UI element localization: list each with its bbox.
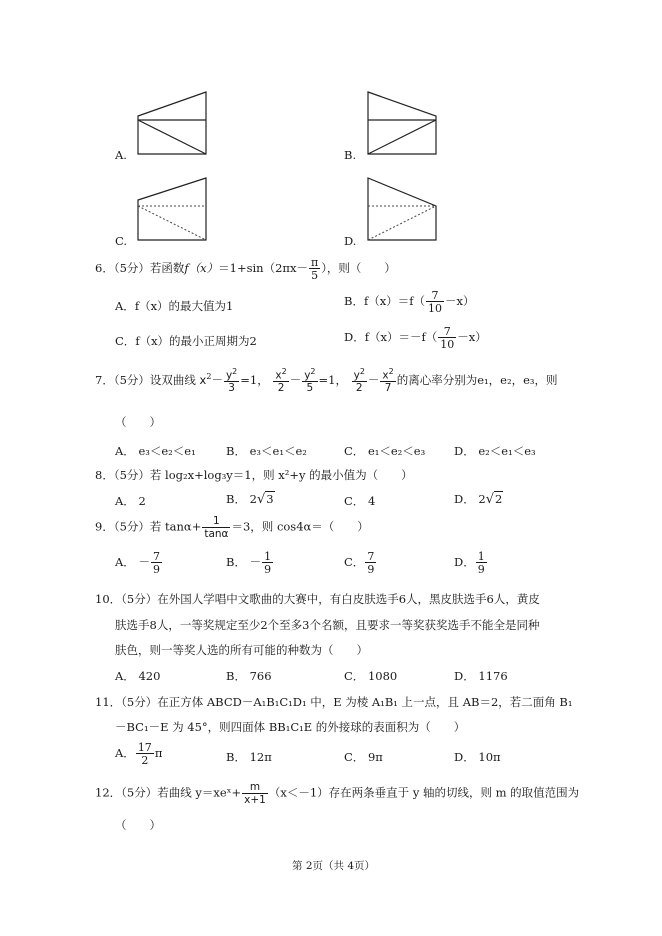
q7-c1-minus: － [211,372,223,387]
q6-b-label: B． [344,294,364,308]
q7-c2-x-sq: 2 [281,367,287,376]
q10-line-2: 肤选手8人，一等奖规定至少2个至多3个名额，且要求一等奖获奖选手不能全是同种 [115,618,540,632]
q8-option-d [454,491,503,507]
q10-option-a: A． 420 [115,669,161,683]
q6-d-num: 7 [443,325,451,338]
q9-option-c [344,551,377,575]
q7-c1-den: 3 [224,381,239,394]
q7-option-d: D． e₂＜e₁＜e₃ [454,444,536,458]
q6-option-a [115,298,233,314]
q12-num: m [249,781,261,793]
q8-d-sqrt: √2 [485,492,503,507]
q9-c-den: 9 [367,563,375,576]
q9-d-num: 1 [477,550,485,563]
q9-a-label: A． － [115,555,150,569]
q10-option-c: C． 1080 [344,669,398,683]
q7-paren: （ ） [115,415,161,429]
q8-option-b [226,491,275,507]
q7-option-b: B． e₃＜e₁＜e₂ [226,444,307,458]
question-7 [95,368,557,394]
question-6 [95,257,396,281]
q9-tail: ＝3，则 cos4α＝（ ） [231,519,369,534]
q8-d-rad: 2 [495,492,503,506]
q9-a-den: 9 [152,563,160,576]
q12-paren: （ ） [115,818,161,832]
q9-frac [202,516,230,539]
q9-c-label: C． [344,555,365,569]
q7-c3-yden: 2 [352,381,367,394]
q7-c2-x: x [275,369,282,382]
q12-frac [242,782,268,805]
q9-num: 1 [213,515,220,527]
q6-b-pre: f（x）＝f（ [363,294,425,308]
q11-line-1: 11．（5分）在正方体 ABCD－A₁B₁C₁D₁ 中，E 为棱 A₁B₁ 上一点，且 AB＝2，若二面角 B₁ [95,695,573,709]
q9-a-num: 7 [152,550,160,563]
q7-option-a: A． e₃＜e₂＜e₁ [115,444,196,458]
q9-d-frac [476,551,487,575]
q8-option-a: A． 2 [115,494,146,508]
q6-c-label: C． [115,334,136,348]
q12-head: 12．（5分）若曲线 y＝xeˣ+ [95,785,242,800]
q7-c3-xfrac [380,368,395,394]
figure-label-b: B. [344,148,357,162]
q9-option-a [115,551,163,575]
q7-c2-minus: － [289,372,302,387]
q6-d-den: 10 [440,338,455,351]
q6-pi-over-5 [309,257,320,281]
q6-b-post: －x） [444,294,475,308]
q11-option-d: D． 10π [454,750,501,764]
q12-den: x+1 [244,793,266,806]
q7-c3-yfrac [352,368,367,394]
figure-option-d [366,176,442,242]
q7-c2-yden: 5 [302,381,317,394]
q7-c3-minus: － [367,372,380,387]
q9-b-frac [262,551,273,575]
q6-option-d [344,326,487,350]
q10-option-b: B． 766 [226,669,272,683]
figure-label-c: C. [115,234,128,248]
figure-option-c [136,176,212,242]
q7-c1-x: x [199,372,207,387]
q6-b-frac [426,290,444,314]
figure-label-a: A. [115,148,127,162]
q11-a-label: A． [115,746,135,760]
q7-c3-xden: 7 [380,381,395,394]
page-footer: 第 2页（共 4页） [292,860,376,872]
q7-c2-y-sq: 2 [310,367,316,376]
q9-den: tanα [204,527,229,540]
q9-c-frac [365,551,376,575]
q7-c2-yfrac [302,368,317,394]
q6-d-label: D． [344,330,365,344]
q9-d-label: D． [454,555,475,569]
q8-b-label: B． 2 [226,492,257,506]
q7-option-c: C． e₁＜e₂＜e₃ [344,444,426,458]
q7-c1-eq: =1， [240,372,269,387]
q7-c1-x-sq: 2 [206,371,212,381]
q8-b-rad: 3 [266,492,274,506]
q6-d-frac [438,326,456,350]
q9-b-num: 1 [264,550,272,563]
q6-eq: ＝1+sin（2πx－ [218,261,308,275]
figure-option-a [136,90,212,156]
q7-c3-y-sq: 2 [359,367,365,376]
q7-c3-y: y [353,369,360,382]
q6-b-den: 10 [427,302,442,315]
q7-c1-y-sq: 2 [232,367,238,376]
q7-c2-y: y [304,369,311,382]
question-12 [95,782,579,805]
q9-b-den: 9 [264,563,272,576]
q8-option-c: C． 4 [344,494,376,508]
q10-line-1: 10．（5分）在外国人学唱中文歌曲的大赛中，有白皮肤选手6人，黑皮肤选手6人，黄皮 [95,592,540,606]
question-8: 8．（5分）若 log₂x+log₃y＝1，则 x²+y 的最小值为（ ） [95,468,413,482]
q7-tail: 的离心率分别为e₁，e₂，e₃，则 [396,372,558,387]
q10-option-d: D． 1176 [454,669,508,683]
q6-option-c [115,333,257,349]
q9-b-label: B． － [226,555,262,569]
q7-c1-frac [224,368,239,394]
q7-c2-xfrac [273,368,288,394]
q10-line-3: 肤色，则一等奖人选的所有可能的种数为（ ） [115,643,368,657]
q9-a-frac [151,551,162,575]
figure-label-d: D. [344,234,357,248]
q9-d-den: 9 [477,563,485,576]
q11-a-frac [136,742,154,766]
q6-d-pre: f（x）＝－f（ [364,330,438,344]
q8-d-label: D． 2 [454,492,486,506]
q6-option-b [344,290,474,314]
q11-option-a [115,742,162,766]
q6-pi: π [310,256,319,269]
q6-head: 6．（5分）若函数 [95,261,185,275]
q8-b-sqrt: √3 [256,492,274,507]
q11-a-pi: π [154,746,163,760]
q6-d-post: －x） [457,330,487,344]
q7-c2-eq: =1， [318,372,347,387]
q6-a-label: A． [115,299,135,313]
q9-option-b [226,551,274,575]
q6-b-num: 7 [431,289,439,302]
q12-tail: （x＜－1）存在两条垂直于 y 轴的切线，则 m 的取值范围为 [268,785,580,800]
q6-a-text: f（x）的最大值为1 [134,299,234,313]
q11-a-den: 2 [136,753,154,766]
q11-option-c: C． 9π [344,750,383,764]
q11-a-num: 17 [137,741,152,754]
q6-fx: f（x） [184,261,219,275]
q6-c-text: f（x）的最小正周期为2 [135,334,257,348]
question-9 [95,516,369,539]
q6-tail: ），则（ ） [321,261,396,275]
figure-option-b [366,90,442,156]
q6-five: 5 [309,268,320,281]
q11-line-2: －BC₁－E 为 45°，则四面体 BB₁C₁E 的外接球的表面积为（ ） [115,720,466,734]
q7-c3-x-sq: 2 [388,367,394,376]
q7-head: 7．（5分）设双曲线 [95,372,196,387]
q7-c1-y: y [225,369,233,382]
q9-head: 9．（5分）若 tanα+ [95,519,202,534]
q9-option-d [454,551,488,575]
q11-option-b: B． 12π [226,750,272,764]
q7-c2-xden: 2 [273,381,288,394]
q9-c-num: 7 [367,550,375,563]
q7-c3-x: x [382,369,389,382]
